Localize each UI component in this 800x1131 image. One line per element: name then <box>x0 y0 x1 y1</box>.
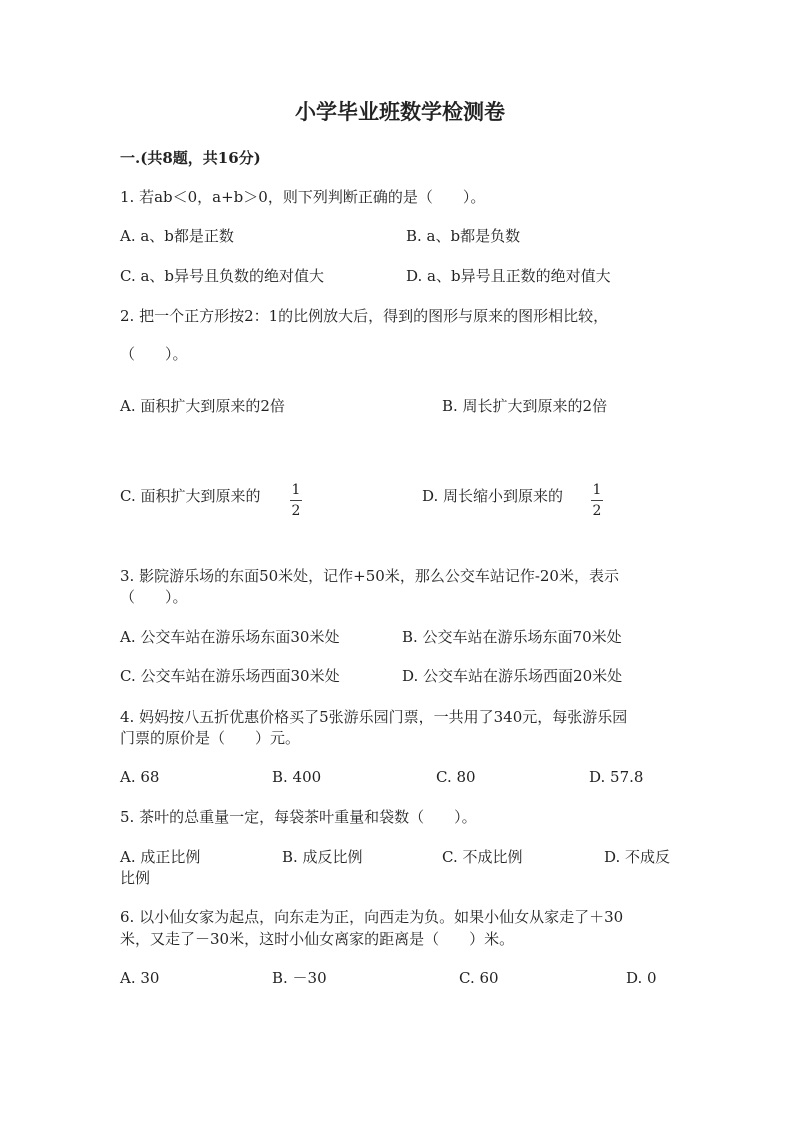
question-5-option-d: D. 不成反 <box>604 848 671 866</box>
question-1-stem: 1. 若ab＜0，a+b＞0，则下列判断正确的是（ ）。 <box>120 188 486 206</box>
fraction-numerator: 1 <box>592 482 602 498</box>
question-3-option-d: D. 公交车站在游乐场西面20米处 <box>402 667 623 685</box>
question-2-option-b: B. 周长扩大到原来的2倍 <box>442 397 608 415</box>
question-4-option-d: D. 57.8 <box>589 768 644 786</box>
question-5-option-b: B. 成反比例 <box>282 848 363 866</box>
question-3-stem-line1: 3. 影院游乐场的东面50米处，记作+50米，那么公交车站记作-20米，表示 <box>120 567 619 585</box>
question-4-option-b: B. 400 <box>272 768 322 786</box>
question-6-option-c: C. 60 <box>459 969 499 987</box>
question-1-option-d: D. a、b异号且正数的绝对值大 <box>406 267 611 285</box>
fraction-numerator: 1 <box>291 482 301 498</box>
section-header: 一.(共8题，共16分) <box>120 149 261 167</box>
fraction-bar <box>290 500 302 501</box>
fraction-denominator: 2 <box>592 503 602 519</box>
question-1-option-a: A. a、b都是正数 <box>120 227 234 245</box>
question-6-option-d: D. 0 <box>626 969 657 987</box>
question-2-option-c: C. 面积扩大到原来的 <box>120 487 261 505</box>
question-5-option-d-continued: 比例 <box>120 869 151 887</box>
fraction-one-half <box>289 483 303 518</box>
question-3-option-c: C. 公交车站在游乐场西面30米处 <box>120 667 340 685</box>
question-6-option-a: A. 30 <box>120 969 160 987</box>
question-2-option-a: A. 面积扩大到原来的2倍 <box>120 397 285 415</box>
question-5-option-a: A. 成正比例 <box>120 848 201 866</box>
fraction-bar <box>591 500 603 501</box>
question-1-option-c: C. a、b异号且负数的绝对值大 <box>120 267 325 285</box>
question-6-option-b: B. －30 <box>272 969 327 987</box>
question-2-stem-line1: 2. 把一个正方形按2：1的比例放大后，得到的图形与原来的图形相比较， <box>120 307 609 325</box>
question-4-option-a: A. 68 <box>120 768 160 786</box>
fraction-one-half <box>590 483 604 518</box>
question-3-stem-line2: （ ）。 <box>120 588 188 606</box>
question-2-stem-line2: （ ）。 <box>120 345 188 363</box>
question-3-option-a: A. 公交车站在游乐场东面30米处 <box>120 628 340 646</box>
question-2-option-d: D. 周长缩小到原来的 <box>422 487 564 505</box>
question-6-stem-line1: 6. 以小仙女家为起点，向东走为正，向西走为负。如果小仙女从家走了＋30 <box>120 908 624 926</box>
question-4-stem-line1: 4. 妈妈按八五折优惠价格买了5张游乐园门票，一共用了340元，每张游乐园 <box>120 708 628 726</box>
question-4-stem-line2: 门票的原价是（ ）元。 <box>120 729 301 747</box>
page-title: 小学毕业班数学检测卷 <box>295 99 505 124</box>
question-1-option-b: B. a、b都是负数 <box>406 227 521 245</box>
fraction-denominator: 2 <box>291 503 301 519</box>
question-6-stem-line2: 米，又走了－30米，这时小仙女离家的距离是（ ）米。 <box>120 930 515 948</box>
question-4-option-c: C. 80 <box>436 768 476 786</box>
question-3-option-b: B. 公交车站在游乐场东面70米处 <box>402 628 622 646</box>
question-5-stem: 5. 茶叶的总重量一定，每袋茶叶重量和袋数（ ）。 <box>120 808 477 826</box>
question-5-option-c: C. 不成比例 <box>442 848 523 866</box>
